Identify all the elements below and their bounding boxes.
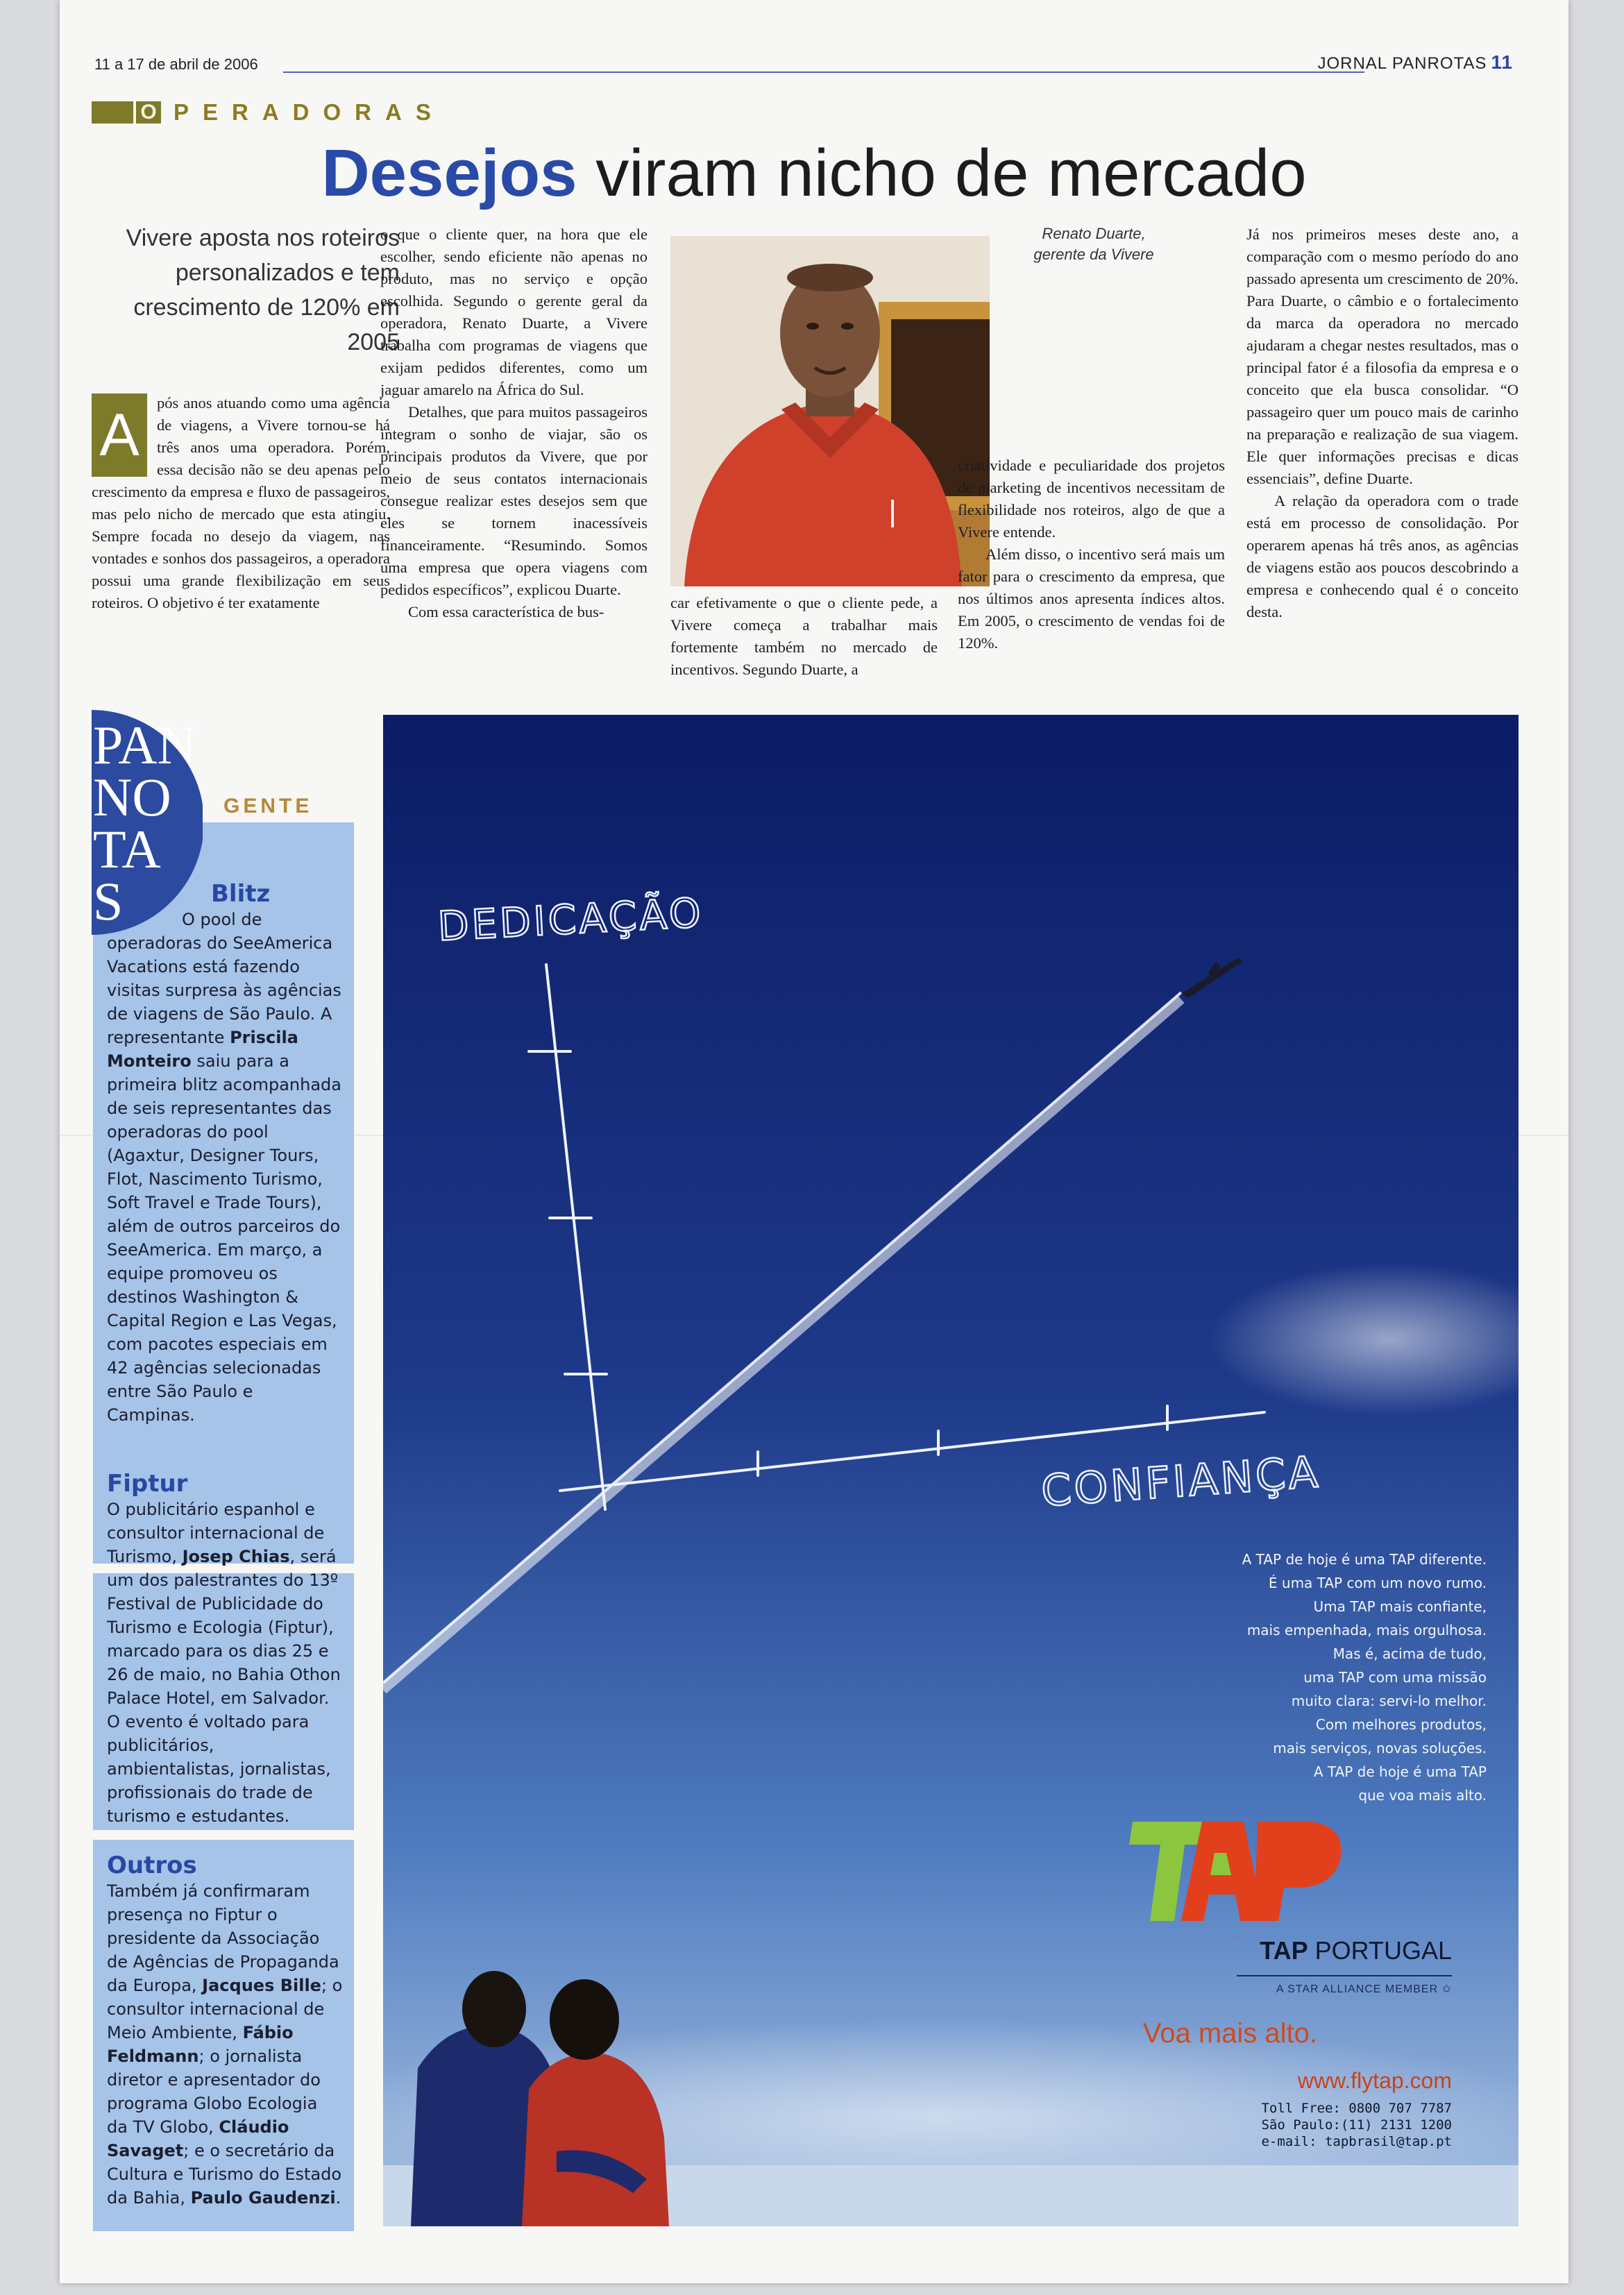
ad-copy-line: Com melhores produtos, [1315, 1716, 1487, 1733]
outros-text: ; o jornalista diretor e apresentador do programa Globo Ecologia da TV Globo, [107, 2047, 321, 2137]
headline-rest: viram nicho de mercado [577, 136, 1307, 210]
contact-line: e-mail: tapbrasil@tap.pt [1261, 2134, 1452, 2149]
drop-cap: A [92, 393, 147, 477]
sidebar-label: GENTE [223, 795, 313, 818]
sidebar-gente [92, 708, 355, 2231]
page-number: 11 [1491, 51, 1513, 73]
ad-copy-line: Mas é, acima de tudo, [1333, 1645, 1487, 1662]
ad-copy-line: muito clara: servi-lo melhor. [1291, 1693, 1487, 1709]
article-paragraph: A relação da operadora com o trade está em processo de consolidação. Por operarem apenas há três anos, as agências de viagens estão aos poucos descobrindo a empresa e conhecendo qual é o conceito desta. [1246, 492, 1519, 620]
ad-website: www.flytap.com [1297, 2068, 1452, 2093]
ad-copy-line: Uma TAP mais confiante, [1313, 1598, 1487, 1615]
pannotas-letters: S [93, 871, 124, 931]
article-paragraph: o que o cliente quer, na hora que ele escolher, sendo eficiente não apenas no produto, mas no serviço e opção escolhida. Segundo o gerente geral da operadora, Renato Duarte, a Vivere trabalha com programas de viagens que exijam pedidos diferentes, como um jaguar amarelo na África do Sul. [380, 226, 648, 398]
outros-text: ; o consultor internacional de Meio Ambiente, [107, 1976, 343, 2042]
section-name: PERADORAS [174, 99, 445, 125]
outros-person: Jacques Bille [202, 1976, 321, 1995]
newspaper-page [60, 0, 1568, 2283]
ad-copy-line: mais empenhada, mais orgulhosa. [1246, 1622, 1487, 1638]
article-paragraph: Além disso, o incentivo será mais um fator para o crescimento da empresa, que nos últimos anos apresenta índices altos. Em 2005, o crescimento de vendas foi de 120%. [958, 545, 1225, 652]
pannotas-letters: NO [93, 767, 171, 827]
contact-line: Toll Free: 0800 707 7787 [1261, 2101, 1452, 2116]
portrait-photo [670, 236, 990, 586]
ad-slogan: Voa mais alto. [1142, 2018, 1317, 2049]
ad-copy [1112, 1548, 1487, 1807]
axis-label-dedicacao: DEDICAÇÃO [437, 889, 705, 950]
ad-contact [1261, 2100, 1452, 2150]
ad-copy-line: mais serviços, novas soluções. [1273, 1740, 1487, 1756]
brand-rule [1237, 1975, 1452, 1976]
tap-advertisement [383, 715, 1519, 2226]
article-column-2 [380, 223, 648, 623]
blitz-text: O pool de operadoras do SeeAmerica Vacations está fazendo visitas surpresa às agências de viagens de São Paulo. A representante [107, 910, 341, 1047]
section-bar [92, 101, 133, 124]
fiptur-item [107, 1470, 343, 1828]
header-rule [283, 71, 1364, 73]
pannotas-letters: TA [93, 819, 161, 879]
headline [60, 135, 1568, 212]
section-initial: O [136, 101, 161, 124]
fiptur-text: O publicitário espanhol e consultor internacional de Turismo, [107, 1500, 325, 1566]
section-label [92, 99, 445, 126]
contact-line: São Paulo:(11) 2131 1200 [1261, 2117, 1452, 2133]
ad-copy-line: uma TAP com uma missão [1303, 1669, 1487, 1686]
fiptur-body [107, 1498, 343, 1828]
outros-body [107, 1879, 343, 2210]
photo-caption [990, 223, 1198, 265]
fiptur-title: Fiptur [107, 1470, 188, 1498]
portrait-illustration [670, 236, 990, 586]
article-column-4 [958, 455, 1225, 654]
caption-line: Renato Duarte, [1042, 225, 1146, 242]
article-column-3 [670, 592, 938, 681]
caption-line: gerente da Vivere [1033, 246, 1154, 263]
axis-label-confianca: CONFIANÇA [1039, 1446, 1322, 1516]
fiptur-person: Josep Chias [182, 1547, 290, 1566]
publication-name [1317, 51, 1513, 74]
blitz-body [107, 908, 343, 1427]
star-alliance-badge: A STAR ALLIANCE MEMBER ✩ [1276, 1983, 1452, 1995]
article-paragraph: Detalhes, que para muitos passageiros integram o sonho de viajar, são os principais produtos da Vivere, que por meio de seus contatos internacionais consegue realizar estes desejos sem que eles se tornem inacessíveis financeiramente. “Resumindo. Somos uma empresa que opera viagens com pedidos específicos”, explicou Duarte. [380, 403, 648, 598]
article-paragraph: criatividade e peculiaridade dos projetos de marketing de incentivos necessitam de flexibilidade nos roteiros, algo de que a Vivere entende. [958, 457, 1225, 541]
outros-text: ; e o secretário da Cultura e Turismo do Estado da Bahia, [107, 2141, 342, 2208]
article-paragraph: pós anos atuando como uma agência de viagens, a Vivere tornou-se há três anos uma operadora. Porém, essa decisão não se deu apenas pelo crescimento da empresa e fluxo de passageiros, mas pelo nicho de mercado que esta atingiu. Sempre focada no desejo da viagem, nas vontades e sonhos dos passageiros, a operadora possui uma grande flexibilização em seus roteiros. O objetivo é ter exatamente [92, 394, 390, 611]
outros-text: Também já confirmaram presença no Fiptur o presidente da Associação de Agências de Propaganda da Europa, [107, 1881, 339, 1995]
pannotas-letters: PAN [93, 715, 196, 775]
outros-person: Paulo Gaudenzi [190, 2188, 336, 2208]
article-deck: Vivere aposta nos roteiros personalizados e tem crescimento de 120% em 2005 [126, 225, 400, 355]
tap-brand-bold: TAP [1260, 1936, 1308, 1965]
article-paragraph: car efetivamente o que o cliente pede, a Vivere começa a trabalhar mais fortemente também no mercado de incentivos. Segundo Duarte, a [670, 594, 938, 678]
headline-accent: Desejos [321, 136, 577, 210]
ad-copy-line: É uma TAP com um novo rumo. [1268, 1575, 1487, 1591]
tap-brand-name [1260, 1936, 1452, 1965]
issue-date: 11 a 17 de abril de 2006 [94, 56, 258, 73]
outros-person: Cláudio Savaget [107, 2117, 289, 2160]
outros-person: Fábio Feldmann [107, 2023, 294, 2066]
blitz-item [107, 880, 343, 1427]
article-paragraph: Com essa característica de bus- [408, 603, 604, 620]
fiptur-text: , será um dos palestrantes do 13º Festival de Publicidade do Turismo e Ecologia (Fiptur), marcado para os dias 25 e 26 de maio, no Bahia Othon Palace Hotel, em Salvador. O evento é voltado para publicitários, ambientalistas, jornalistas, profissionais do trade de turismo e estudantes. [107, 1547, 341, 1826]
ad-artwork [383, 715, 1519, 2226]
blitz-person: Priscila Monteiro [107, 1028, 298, 1071]
article-column-5 [1246, 223, 1519, 623]
blitz-title: Blitz [211, 880, 271, 908]
outros-title: Outros [107, 1852, 197, 1879]
article-column-1 [92, 392, 390, 614]
publication-title: JORNAL PANROTAS [1317, 54, 1487, 73]
ad-copy-line: A TAP de hoje é uma TAP diferente. [1242, 1551, 1487, 1568]
outros-item [107, 1852, 343, 2210]
article-paragraph: Já nos primeiros meses deste ano, a comparação com o mesmo período do ano passado apresenta um crescimento de 20%. Para Duarte, o câmbio e o fortalecimento da marca da operadora no mercado ajudaram a chegar nestes resultados, mas o principal fator é a filosofia da empresa e o conceito que ela busca consolidar. “O passageiro quer um pouco mais de carinho na preparação e realização de sua viagem. Ele quer informações precisas e dicas essenciais”, define Duarte. [1246, 226, 1519, 487]
sidebar-divider [93, 1830, 354, 1840]
ad-copy-line: A TAP de hoje é uma TAP [1313, 1763, 1487, 1780]
tap-brand-rest: PORTUGAL [1308, 1936, 1452, 1965]
blitz-text: saiu para a primeira blitz acompanhada de seis representantes das operadoras do pool (Agaxtur, Designer Tours, Flot, Nascimento Turismo, Soft Travel e Trade Tours), além de outros parceiros do SeeAmerica. Em março, a equipe promoveu os destinos Washington & Capital Region e Las Vegas, com pacotes especiais em 42 agências selecionadas entre São Paulo e Campinas. [107, 1051, 341, 1425]
outros-text: . [335, 2188, 341, 2208]
ad-copy-line: que voa mais alto. [1358, 1787, 1487, 1804]
